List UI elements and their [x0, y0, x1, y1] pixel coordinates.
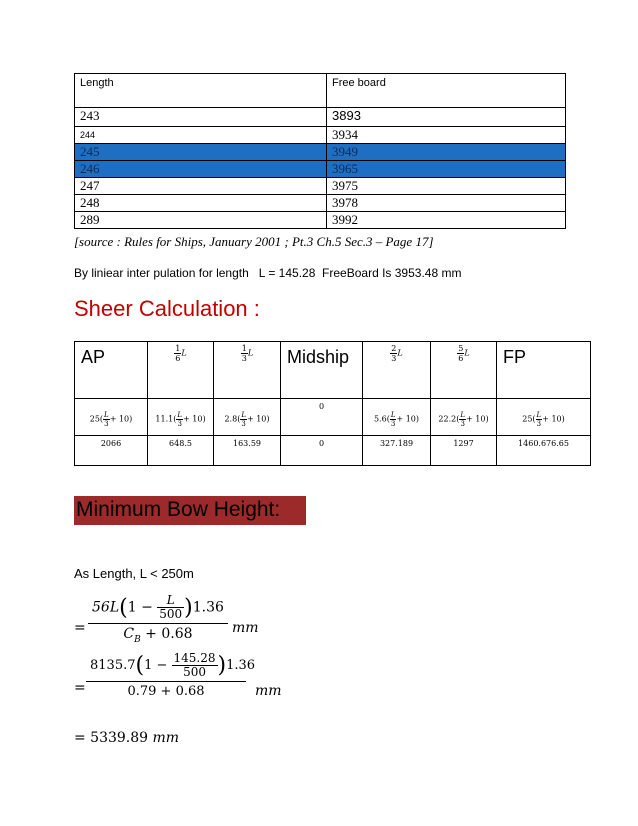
- table-header-row: [75, 74, 566, 108]
- freeboard-header: Free board: [327, 74, 566, 108]
- value-cell: 1460.676.65: [497, 436, 591, 466]
- value-cell: 0: [281, 436, 363, 466]
- table-row-highlighted: [75, 161, 566, 178]
- equation-1-fraction: 56L(1 − $\frac{L}{500}$ )1.36 $C_B + 0.68$: [88, 594, 228, 645]
- freeboard-cell: 3975: [327, 178, 566, 195]
- formula-cell: 11.1( $\frac{L}{3}$ + 10): [148, 399, 214, 436]
- value-cell: 2066: [75, 436, 148, 466]
- length-header: Length: [75, 74, 327, 108]
- freeboard-cell: 3949: [327, 144, 566, 161]
- value-cell: 648.5: [148, 436, 214, 466]
- value-cell: 1297: [431, 436, 497, 466]
- source-citation: [source : Rules for Ships, January 2001 ; Pt.3 Ch.5 Sec.3 – Page 17]: [74, 234, 434, 249]
- table-row: [75, 195, 566, 212]
- sheer-header-midship: Midship: [281, 342, 363, 399]
- freeboard-cell: 3992: [327, 212, 566, 229]
- freeboard-cell: 3978: [327, 195, 566, 212]
- equation-3-result: = 5339.89 mm: [74, 730, 180, 746]
- formula-cell: 5.6( $\frac{L}{3}$ + 10): [363, 399, 431, 436]
- sheer-header-one-sixth: $\frac{1}{6}$ L: [148, 342, 214, 399]
- sheer-formula-row: [75, 399, 591, 436]
- formula-cell: 2.8( $\frac{L}{3}$ + 10): [214, 399, 281, 436]
- length-cell: 243: [75, 108, 327, 127]
- formula-cell: 0: [281, 399, 363, 436]
- bow-heading: Minimum Bow Height:: [76, 498, 281, 521]
- formula-cell: 25( $\frac{L}{3}$ + 10): [75, 399, 148, 436]
- freeboard-cell: 3934: [327, 127, 566, 144]
- freeboard-table: [74, 73, 566, 229]
- length-condition: As Length, L < 250m: [74, 566, 194, 581]
- length-cell: 245: [75, 144, 327, 161]
- sheer-header-fp: FP: [497, 342, 591, 399]
- sheer-value-row: [75, 436, 591, 466]
- value-cell: 163.59: [214, 436, 281, 466]
- sheer-header-row: [75, 342, 591, 399]
- sheer-header-two-thirds: $\frac{2}{3}$ L: [363, 342, 431, 399]
- sheer-header-one-third: $\frac{1}{3}$ L: [214, 342, 281, 399]
- equation-2-fraction: 8135.7(1 − $\frac{145.28}{500}$ )1.36 0.79 + 0.68: [86, 652, 246, 699]
- equation-1-unit: mm: [232, 620, 259, 636]
- table-row: [75, 127, 566, 144]
- table-row-highlighted: [75, 144, 566, 161]
- sheer-header-ap: AP: [75, 342, 148, 399]
- equation-2-unit: mm: [255, 683, 282, 699]
- table-row: [75, 178, 566, 195]
- sheer-table: [74, 341, 591, 466]
- length-cell: 244: [75, 127, 327, 144]
- length-cell: 246: [75, 161, 327, 178]
- interpolation-text: By liniear inter pulation for length L = 145.28 FreeBoard Is 3953.48 mm: [74, 266, 462, 280]
- length-cell: 248: [75, 195, 327, 212]
- table-row: [75, 212, 566, 229]
- sheer-header-five-sixths: $\frac{5}{6}$ L: [431, 342, 497, 399]
- formula-cell: 22.2( $\frac{L}{3}$ + 10): [431, 399, 497, 436]
- sheer-heading: Sheer Calculation :: [74, 296, 260, 321]
- length-cell: 289: [75, 212, 327, 229]
- value-cell: 327.189: [363, 436, 431, 466]
- length-cell: 247: [75, 178, 327, 195]
- table-row: [75, 108, 566, 127]
- equation-2-equals: =: [74, 680, 86, 696]
- formula-cell: 25( $\frac{L}{3}$ + 10): [497, 399, 591, 436]
- freeboard-cell: 3893: [327, 108, 566, 127]
- freeboard-cell: 3965: [327, 161, 566, 178]
- equation-1-equals: =: [74, 620, 86, 636]
